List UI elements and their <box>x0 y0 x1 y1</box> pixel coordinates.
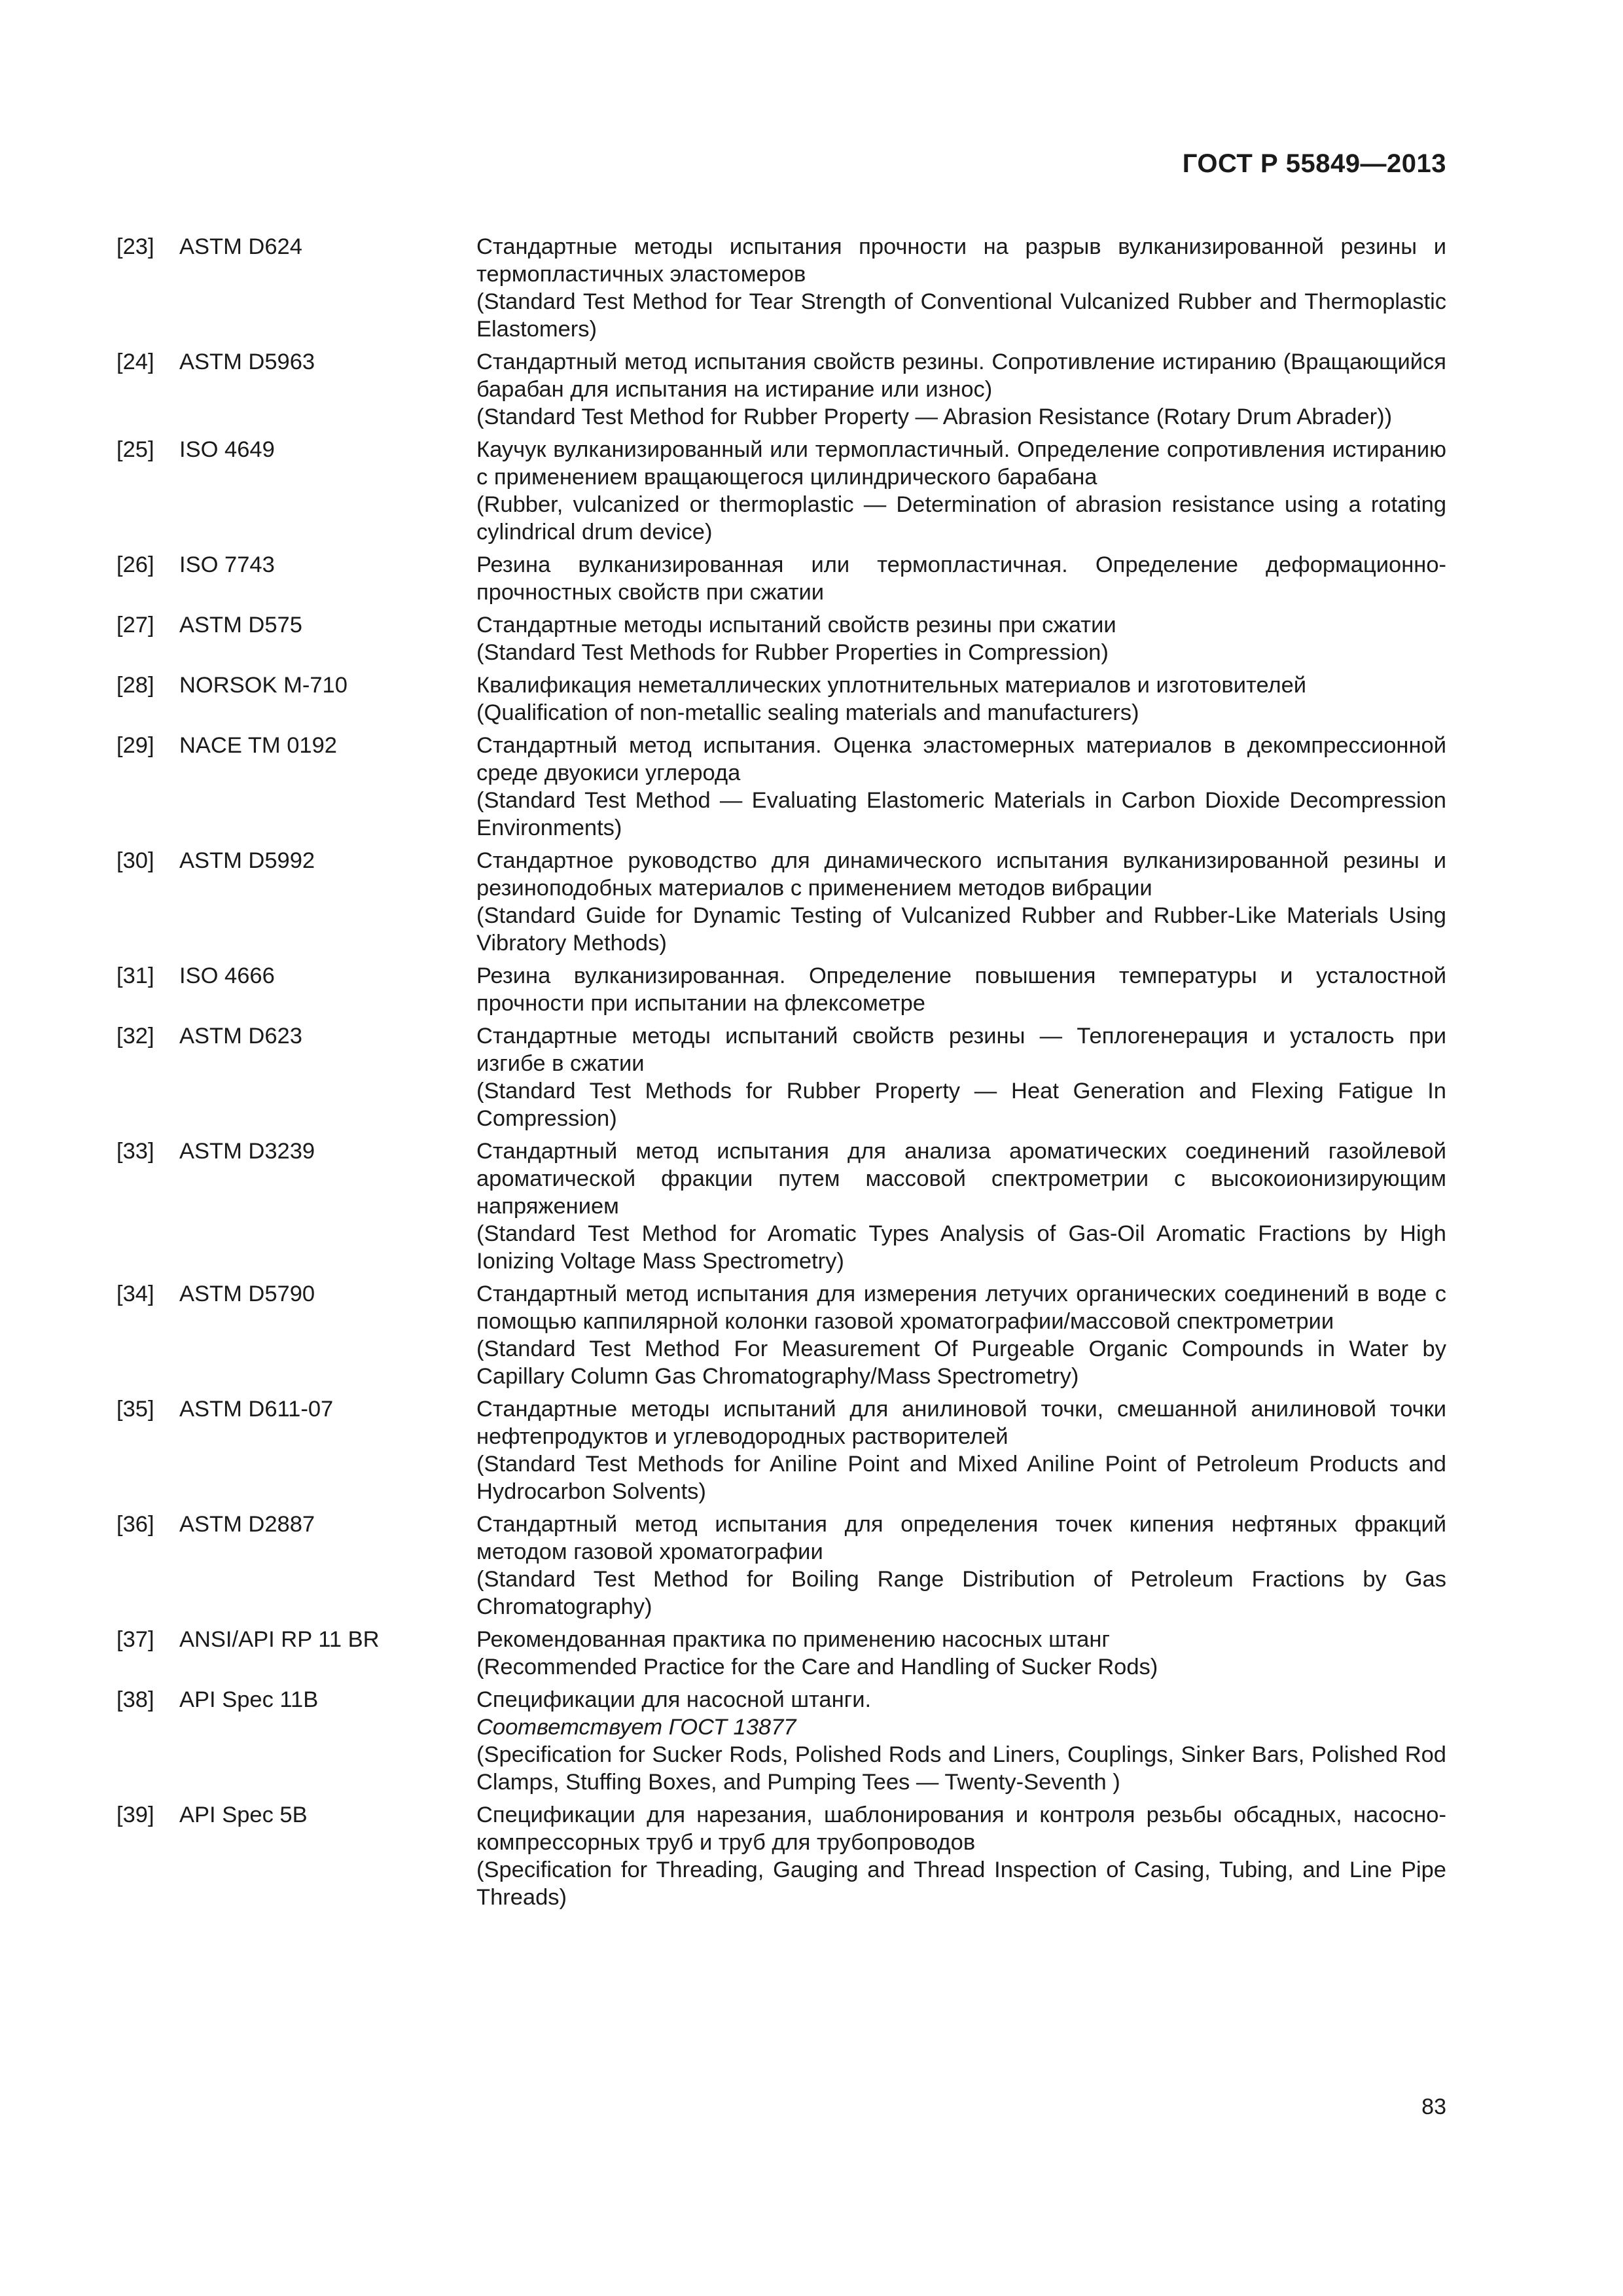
reference-description <box>476 436 1446 546</box>
reference-title-ru: Каучук вулканизированный или термопластичный. Определение сопротивления истиранию с применением вращающегося цилиндрического барабана <box>476 437 1446 490</box>
reference-title-ru: Резина вулканизированная. Определение повышения температуры и усталостной прочности при испытании на флексометре <box>476 963 1446 1016</box>
document-header: ГОСТ Р 55849—2013 <box>1182 149 1446 178</box>
reference-code: NACE TM 0192 <box>179 733 337 758</box>
reference-item <box>116 672 1446 726</box>
reference-title-en: (Specification for Threading, Gauging and Thread Inspection of Casing, Tubing, and Line Pipe Threads) <box>476 1857 1446 1910</box>
reference-item <box>116 847 1446 957</box>
reference-title-ru: Стандартный метод испытания для анализа ароматических соединений газойлевой ароматической фракции путем массовой спектрометрии с высокоионизирующим напряжением <box>476 1139 1446 1219</box>
reference-title-ru: Спецификации для насосной штанги. <box>476 1687 872 1712</box>
reference-number: [31] <box>116 963 154 988</box>
reference-code: ASTM D624 <box>179 234 302 259</box>
reference-title-ru: Стандартный метод испытания свойств резины. Сопротивление истиранию (Вращающийся барабан для испытания на истирание или износ) <box>476 350 1446 402</box>
reference-title-ru: Стандартные методы испытаний для анилиновой точки, смешанной анилиновой точки нефтепродуктов и углеводородных растворителей <box>476 1397 1446 1449</box>
reference-code: ISO 4649 <box>179 437 275 462</box>
reference-code: NORSOK M-710 <box>179 673 348 698</box>
reference-title-ru: Стандартные методы испытаний свойств резины при сжатии <box>476 613 1116 637</box>
reference-title-en: (Qualification of non-metallic sealing materials and manufacturers) <box>476 700 1139 725</box>
reference-code: ASTM D575 <box>179 613 302 637</box>
reference-title-en: (Standard Test Methods for Rubber Property — Heat Generation and Flexing Fatigue In Compression) <box>476 1079 1446 1131</box>
reference-description <box>476 672 1446 726</box>
reference-number: [28] <box>116 673 154 698</box>
reference-title-ru: Стандартные методы испытаний свойств резины — Теплогенерация и усталость при изгибе в сжатии <box>476 1024 1446 1076</box>
reference-code: API Spec 5B <box>179 1803 308 1827</box>
reference-code: ASTM D3239 <box>179 1139 315 1164</box>
reference-code: ASTM D611-07 <box>179 1397 334 1422</box>
reference-description <box>476 348 1446 431</box>
reference-description <box>476 1022 1446 1132</box>
reference-title-ru: Спецификации для нарезания, шаблонирования и контроля резьбы обсадных, насосно-компрессорных труб и труб для трубопроводов <box>476 1803 1446 1855</box>
reference-number: [36] <box>116 1512 154 1537</box>
reference-item <box>116 1626 1446 1681</box>
reference-item <box>116 1138 1446 1275</box>
reference-title-en: (Standard Test Method for Rubber Property — Abrasion Resistance (Rotary Drum Abrader)) <box>476 404 1393 429</box>
reference-title-ru: Квалификация неметаллических уплотнительных материалов и изготовителей <box>476 673 1307 698</box>
reference-description <box>476 1511 1446 1621</box>
reference-code: ASTM D5992 <box>179 848 315 873</box>
reference-code: ISO 4666 <box>179 963 275 988</box>
reference-item <box>116 1022 1446 1132</box>
reference-code: ANSI/API RP 11 BR <box>179 1627 380 1652</box>
reference-item <box>116 732 1446 842</box>
reference-list <box>116 233 1446 1916</box>
reference-number: [24] <box>116 350 154 374</box>
reference-description <box>476 847 1446 957</box>
reference-number: [30] <box>116 848 154 873</box>
reference-code: API Spec 11B <box>179 1687 319 1712</box>
reference-title-en: (Standard Test Method — Evaluating Elastomeric Materials in Carbon Dioxide Decompression Environments) <box>476 788 1446 840</box>
reference-title-en: (Standard Test Methods for Aniline Point and Mixed Aniline Point of Petroleum Products and Hydrocarbon Solvents) <box>476 1452 1446 1504</box>
reference-number: [38] <box>116 1687 154 1712</box>
reference-item <box>116 1511 1446 1621</box>
reference-title-ru: Стандартные методы испытания прочности на разрыв вулканизированной резины и термопластичных эластомеров <box>476 234 1446 287</box>
reference-number: [37] <box>116 1627 154 1652</box>
reference-number: [26] <box>116 552 154 577</box>
reference-item <box>116 1280 1446 1390</box>
reference-description <box>476 1280 1446 1390</box>
reference-title-en: (Rubber, vulcanized or thermoplastic — Determination of abrasion resistance using a rotating cylindrical drum device) <box>476 492 1446 545</box>
reference-description <box>476 1686 1446 1796</box>
reference-number: [23] <box>116 234 154 259</box>
reference-number: [32] <box>116 1024 154 1049</box>
reference-item <box>116 436 1446 546</box>
reference-description <box>476 1138 1446 1275</box>
reference-number: [27] <box>116 613 154 637</box>
reference-title-en: (Standard Test Method for Boiling Range Distribution of Petroleum Fractions by Gas Chromatography) <box>476 1567 1446 1619</box>
reference-title-ru: Стандартное руководство для динамического испытания вулканизированной резины и резиноподобных материалов с применением методов вибрации <box>476 848 1446 901</box>
reference-title-en: (Standard Test Method for Aromatic Types Analysis of Gas-Oil Aromatic Fractions by High Ionizing Voltage Mass Spectrometry) <box>476 1221 1446 1274</box>
reference-item <box>116 1395 1446 1505</box>
reference-item <box>116 233 1446 343</box>
reference-note: Соответствует ГОСТ 13877 <box>476 1715 796 1740</box>
reference-number: [34] <box>116 1282 154 1306</box>
reference-description <box>476 551 1446 606</box>
reference-title-ru: Рекомендованная практика по применению насосных штанг <box>476 1627 1110 1652</box>
reference-number: [29] <box>116 733 154 758</box>
reference-title-ru: Стандартный метод испытания для измерения летучих органических соединений в воде с помощью каппилярной колонки газовой хроматографии/массовой спектрометрии <box>476 1282 1446 1334</box>
reference-number: [33] <box>116 1139 154 1164</box>
reference-number: [39] <box>116 1803 154 1827</box>
reference-description <box>476 1801 1446 1911</box>
reference-item <box>116 551 1446 606</box>
reference-item <box>116 1686 1446 1796</box>
reference-title-en: (Standard Test Method for Tear Strength of Conventional Vulcanized Rubber and Thermoplastic Elastomers) <box>476 289 1446 342</box>
reference-title-ru: Резина вулканизированная или термопластичная. Определение деформационно-прочностных свойств при сжатии <box>476 552 1446 605</box>
reference-code: ASTM D623 <box>179 1024 302 1049</box>
reference-item <box>116 348 1446 431</box>
reference-number: [25] <box>116 437 154 462</box>
reference-description <box>476 1395 1446 1505</box>
reference-title-en: (Standard Guide for Dynamic Testing of Vulcanized Rubber and Rubber-Like Materials Using Vibratory Methods) <box>476 903 1446 956</box>
reference-description <box>476 1626 1446 1681</box>
reference-code: ASTM D5963 <box>179 350 315 374</box>
reference-number: [35] <box>116 1397 154 1422</box>
reference-code: ASTM D2887 <box>179 1512 315 1537</box>
reference-item <box>116 611 1446 666</box>
reference-title-en: (Standard Test Method For Measurement Of Purgeable Organic Compounds in Water by Capillary Column Gas Chromatography/Mass Spectrometry) <box>476 1336 1446 1389</box>
reference-description <box>476 611 1446 666</box>
reference-title-ru: Стандартный метод испытания. Оценка эластомерных материалов в декомпрессионной среде двуокиси углерода <box>476 733 1446 785</box>
reference-code: ISO 7743 <box>179 552 275 577</box>
page-number: 83 <box>1421 2094 1446 2119</box>
reference-title-en: (Recommended Practice for the Care and Handling of Sucker Rods) <box>476 1655 1158 1679</box>
reference-description <box>476 732 1446 842</box>
reference-title-en: (Specification for Sucker Rods, Polished Rods and Liners, Couplings, Sinker Bars, Polished Rod Clamps, Stuffing Boxes, and Pumping Tees — Twenty-Seventh ) <box>476 1742 1446 1795</box>
reference-item <box>116 1801 1446 1911</box>
reference-title-en: (Standard Test Methods for Rubber Properties in Compression) <box>476 640 1109 665</box>
reference-title-ru: Стандартный метод испытания для определения точек кипения нефтяных фракций методом газовой хроматографии <box>476 1512 1446 1564</box>
reference-code: ASTM D5790 <box>179 1282 315 1306</box>
reference-item <box>116 962 1446 1017</box>
reference-description <box>476 233 1446 343</box>
reference-description <box>476 962 1446 1017</box>
